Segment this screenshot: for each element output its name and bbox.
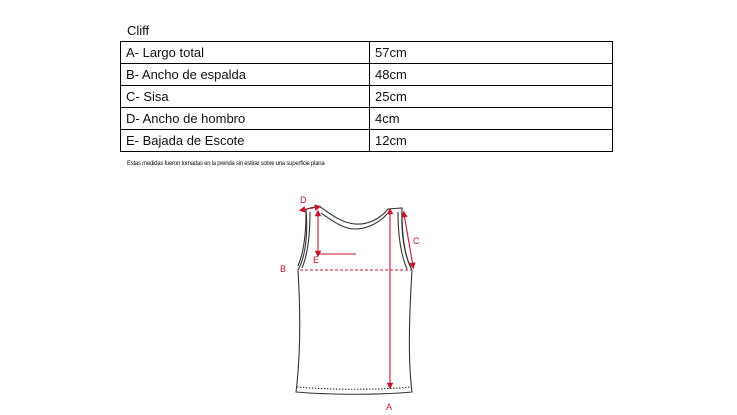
tank-top-outline — [296, 206, 412, 394]
measure-d-line — [302, 207, 318, 210]
measurement-label: C- Sisa — [121, 86, 370, 108]
measurement-label: D- Ancho de hombro — [121, 108, 370, 130]
measurement-value: 25cm — [370, 86, 613, 108]
measurement-label: A- Largo total — [121, 42, 370, 64]
measurement-value: 57cm — [370, 42, 613, 64]
measurement-label: E- Bajada de Escote — [121, 130, 370, 152]
measurement-note: Estas medidas fueron tomadas en la prenda sin estirar sobre una superficie plana — [127, 161, 325, 167]
measurement-value: 48cm — [370, 64, 613, 86]
label-a: A — [386, 402, 393, 412]
measurement-label: B- Ancho de espalda — [121, 64, 370, 86]
measurement-value: 4cm — [370, 108, 613, 130]
measurement-value: 12cm — [370, 130, 613, 152]
measurement-lines — [300, 207, 413, 386]
product-title: Cliff — [127, 23, 150, 38]
label-e: E — [313, 255, 320, 265]
label-d: D — [300, 195, 307, 205]
measure-c-line — [404, 214, 413, 266]
label-b: B — [280, 264, 287, 274]
label-c: C — [413, 236, 420, 246]
